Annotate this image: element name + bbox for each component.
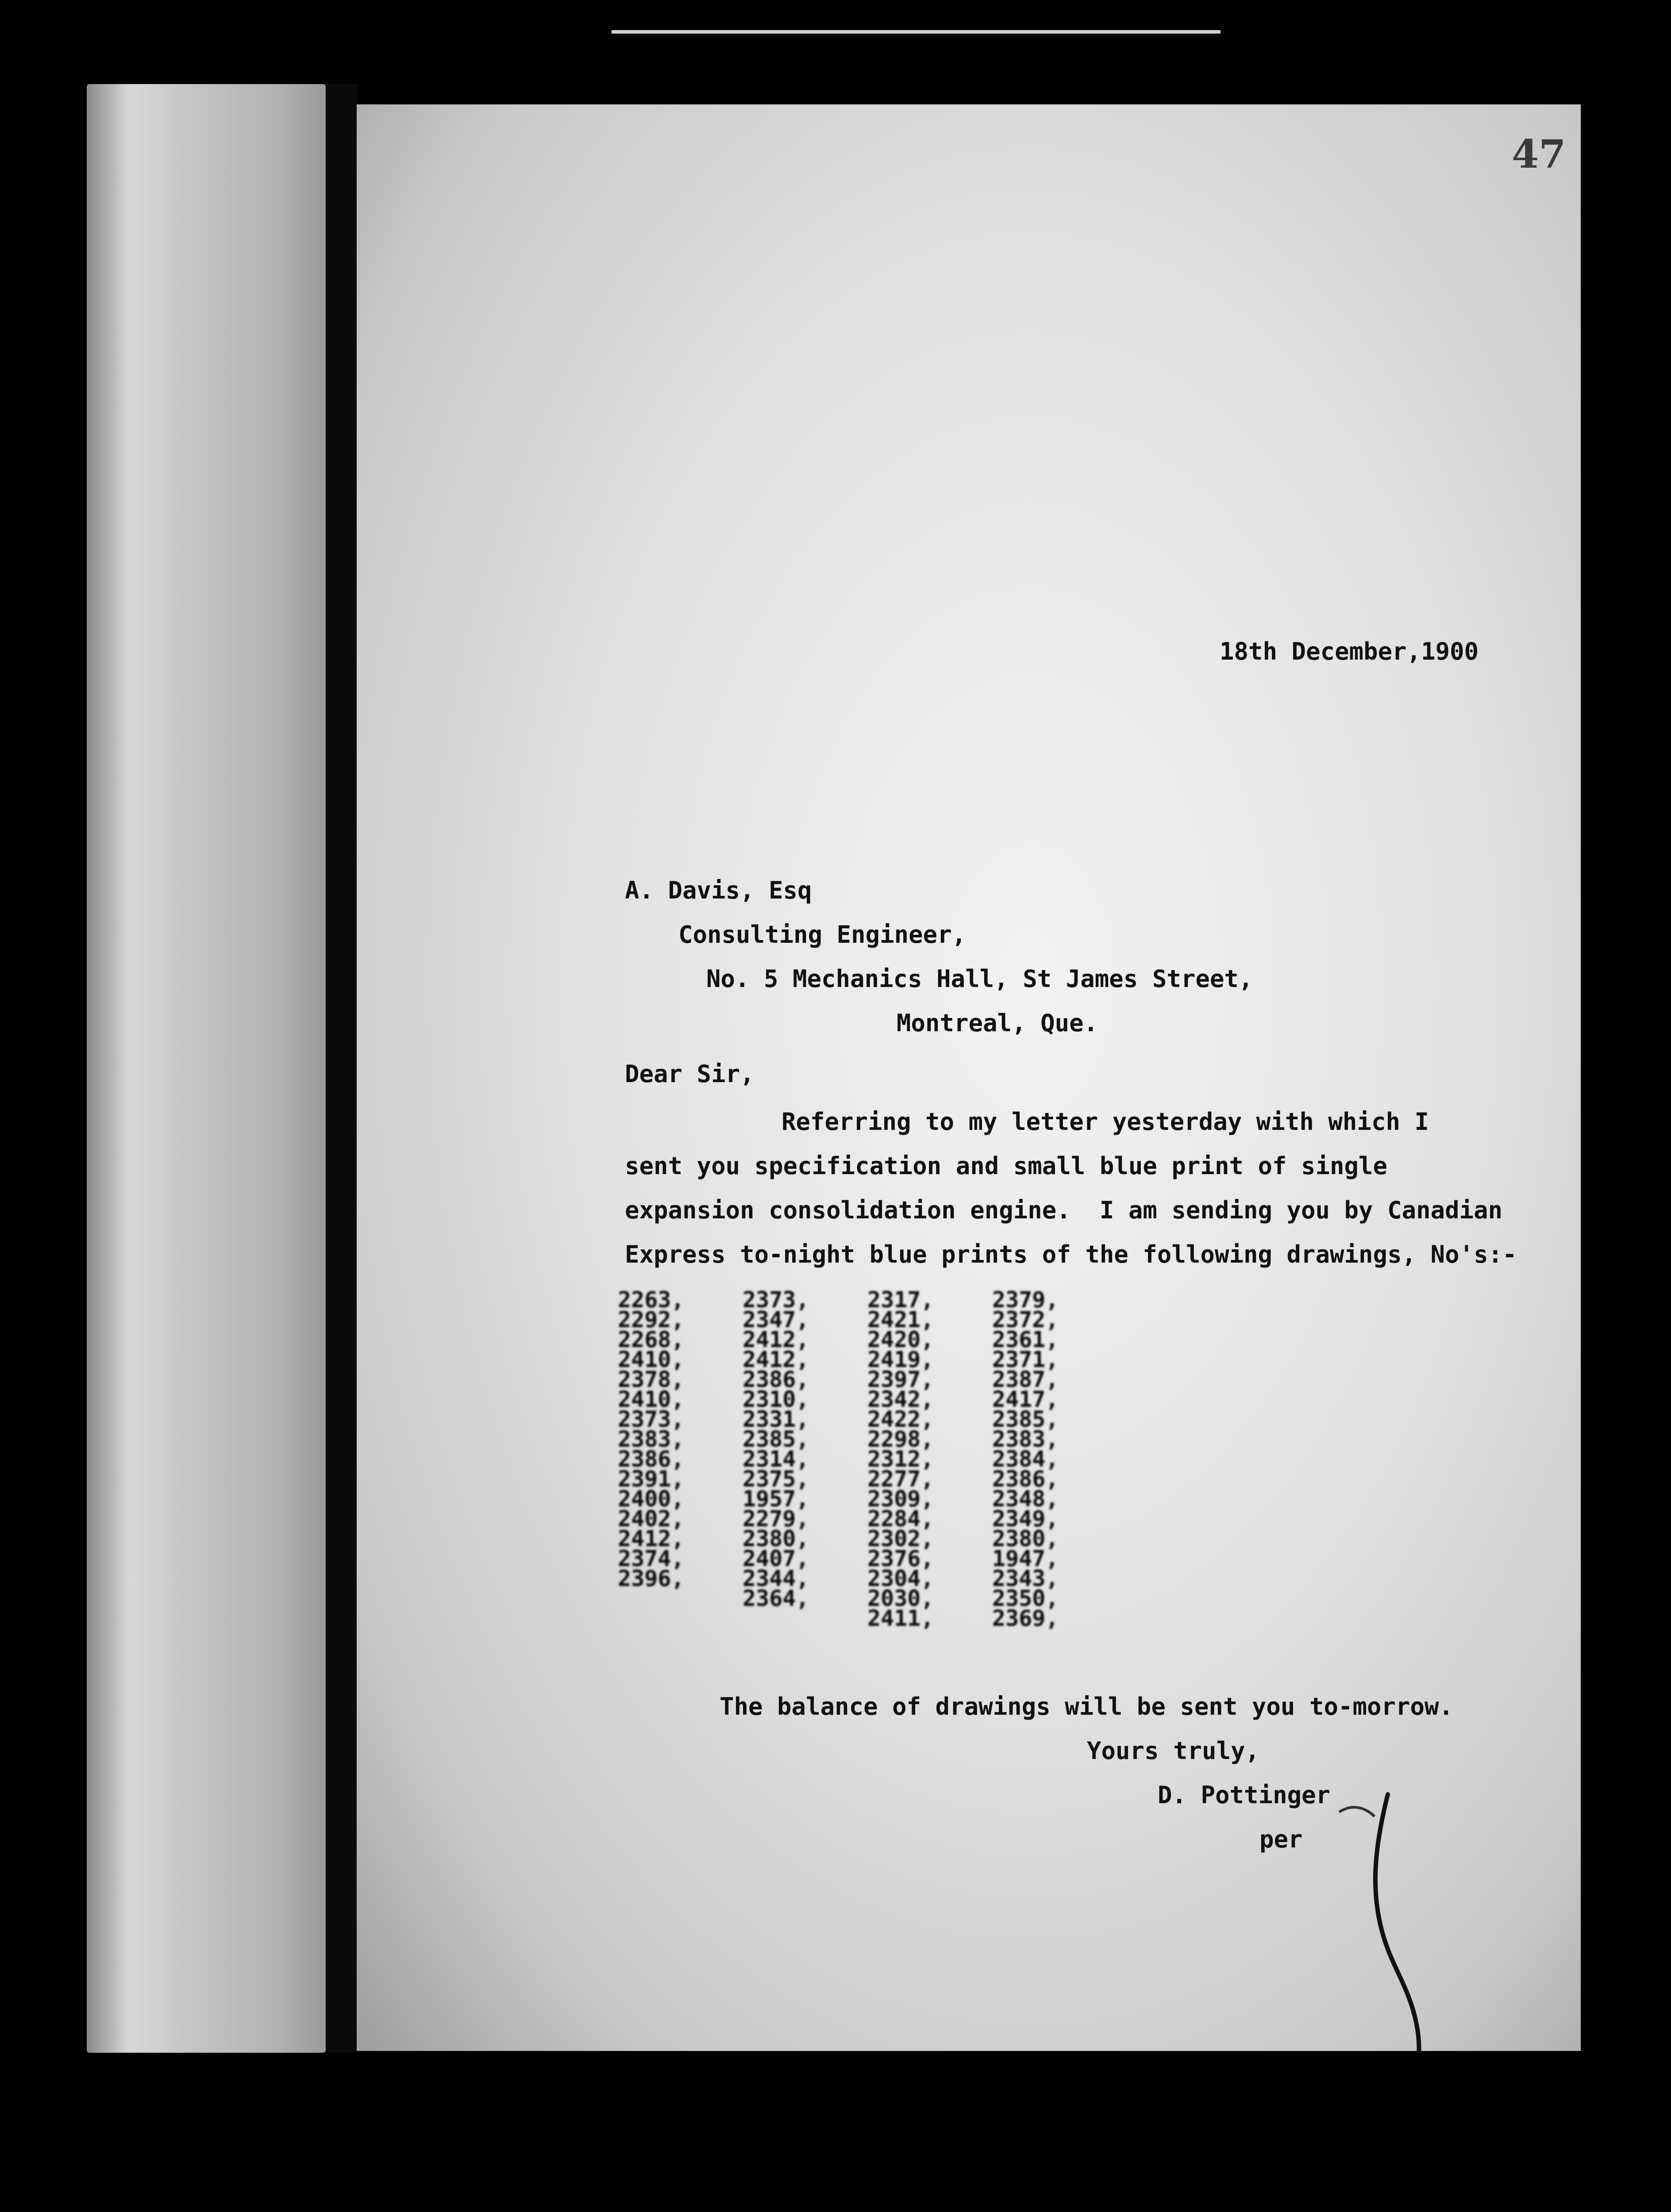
recipient-street: No. 5 Mechanics Hall, St James Street, bbox=[706, 965, 1253, 993]
body-line: Express to-night blue prints of the following drawings, No's:- bbox=[625, 1240, 1517, 1268]
drawing-number: 2410, bbox=[618, 1347, 685, 1372]
drawing-number: 2419, bbox=[867, 1347, 934, 1372]
drawing-number: 2391, bbox=[618, 1466, 685, 1492]
drawing-number: 2268, bbox=[618, 1327, 685, 1352]
drawing-numbers-list bbox=[618, 1287, 1122, 1631]
valediction: Yours truly, bbox=[1087, 1737, 1260, 1765]
drawing-column bbox=[992, 1287, 1117, 1631]
recipient-name: A. Davis, Esq bbox=[625, 876, 812, 904]
drawing-number: 2376, bbox=[867, 1546, 934, 1571]
drawing-number: 2350, bbox=[992, 1586, 1059, 1611]
drawing-number: 2347, bbox=[743, 1307, 809, 1333]
drawing-number: 2412, bbox=[743, 1327, 809, 1352]
drawing-number: 2344, bbox=[743, 1566, 809, 1591]
drawing-number: 2380, bbox=[743, 1526, 809, 1551]
drawing-number: 2317, bbox=[867, 1287, 934, 1313]
facing-page-edge bbox=[87, 84, 326, 2053]
drawing-number: 1957, bbox=[743, 1486, 809, 1512]
drawing-number: 2385, bbox=[992, 1406, 1059, 1432]
drawing-number: 2371, bbox=[992, 1347, 1059, 1372]
drawing-number: 2309, bbox=[867, 1486, 934, 1512]
drawing-number: 2263, bbox=[618, 1287, 685, 1313]
drawing-number: 2375, bbox=[743, 1466, 809, 1492]
recipient-title: Consulting Engineer, bbox=[678, 921, 966, 949]
drawing-number: 2331, bbox=[743, 1406, 809, 1432]
drawing-number: 2361, bbox=[992, 1327, 1059, 1352]
recipient-city: Montreal, Que. bbox=[897, 1009, 1098, 1037]
drawing-number: 2277, bbox=[867, 1466, 934, 1492]
drawing-number: 2383, bbox=[992, 1426, 1059, 1452]
drawing-number: 2292, bbox=[618, 1307, 685, 1333]
drawing-number: 2397, bbox=[867, 1367, 934, 1392]
drawing-number: 2310, bbox=[743, 1386, 809, 1412]
body-line: expansion consolidation engine. I am sending you by Canadian bbox=[625, 1196, 1503, 1224]
drawing-number: 2374, bbox=[618, 1546, 685, 1571]
drawing-number: 2312, bbox=[867, 1446, 934, 1472]
drawing-number: 2302, bbox=[867, 1526, 934, 1551]
drawing-number: 2279, bbox=[743, 1506, 809, 1532]
drawing-number: 2386, bbox=[618, 1446, 685, 1472]
letter-page bbox=[357, 104, 1581, 2051]
drawing-number: 2348, bbox=[992, 1486, 1059, 1512]
drawing-number: 2378, bbox=[618, 1367, 685, 1392]
page-number: 47 bbox=[1512, 131, 1566, 177]
drawing-number: 2420, bbox=[867, 1327, 934, 1352]
drawing-column bbox=[867, 1287, 992, 1631]
drawing-number: 1947, bbox=[992, 1546, 1059, 1571]
drawing-number: 2422, bbox=[867, 1406, 934, 1432]
salutation: Dear Sir, bbox=[625, 1060, 755, 1088]
drawing-number: 2402, bbox=[618, 1506, 685, 1532]
drawing-number: 2372, bbox=[992, 1307, 1059, 1333]
drawing-number: 2380, bbox=[992, 1526, 1059, 1551]
drawing-number: 2412, bbox=[618, 1526, 685, 1551]
drawing-column bbox=[743, 1287, 867, 1628]
drawing-number: 2314, bbox=[743, 1446, 809, 1472]
handwritten-signature bbox=[1321, 1777, 1436, 2051]
book-gutter bbox=[326, 84, 357, 2053]
drawing-number: 2384, bbox=[992, 1446, 1059, 1472]
drawing-number: 2407, bbox=[743, 1546, 809, 1571]
drawing-number: 2343, bbox=[992, 1566, 1059, 1591]
drawing-number: 2342, bbox=[867, 1386, 934, 1412]
drawing-number: 2410, bbox=[618, 1386, 685, 1412]
drawing-number: 2349, bbox=[992, 1506, 1059, 1532]
drawing-number: 2030, bbox=[867, 1586, 934, 1611]
drawing-number: 2284, bbox=[867, 1506, 934, 1532]
signer-name: D. Pottinger bbox=[1158, 1781, 1331, 1809]
drawing-number: 2379, bbox=[992, 1287, 1059, 1313]
drawing-number: 2386, bbox=[992, 1466, 1059, 1492]
drawing-number: 2369, bbox=[992, 1605, 1059, 1631]
drawing-number: 2387, bbox=[992, 1367, 1059, 1392]
body-line: sent you specification and small blue print of single bbox=[625, 1152, 1388, 1180]
body-line: Referring to my letter yesterday with which I bbox=[782, 1108, 1429, 1136]
drawing-number: 2304, bbox=[867, 1566, 934, 1591]
drawing-number: 2396, bbox=[618, 1566, 685, 1591]
drawing-number: 2373, bbox=[743, 1287, 809, 1313]
letter-date: 18th December,1900 bbox=[1220, 637, 1479, 665]
drawing-number: 2373, bbox=[618, 1406, 685, 1432]
drawing-number: 2385, bbox=[743, 1426, 809, 1452]
drawing-number: 2364, bbox=[743, 1586, 809, 1611]
drawing-number: 2400, bbox=[618, 1486, 685, 1512]
drawing-number: 2421, bbox=[867, 1307, 934, 1333]
per-label: per bbox=[1259, 1825, 1303, 1853]
drawing-number: 2411, bbox=[867, 1605, 934, 1631]
drawing-number: 2386, bbox=[743, 1367, 809, 1392]
drawing-number: 2298, bbox=[867, 1426, 934, 1452]
drawing-number: 2383, bbox=[618, 1426, 685, 1452]
drawing-column bbox=[618, 1287, 743, 1628]
closing-note: The balance of drawings will be sent you to-morrow. bbox=[720, 1693, 1454, 1720]
drawing-number: 2417, bbox=[992, 1386, 1059, 1412]
drawing-number: 2412, bbox=[743, 1347, 809, 1372]
film-border-line bbox=[612, 30, 1221, 34]
